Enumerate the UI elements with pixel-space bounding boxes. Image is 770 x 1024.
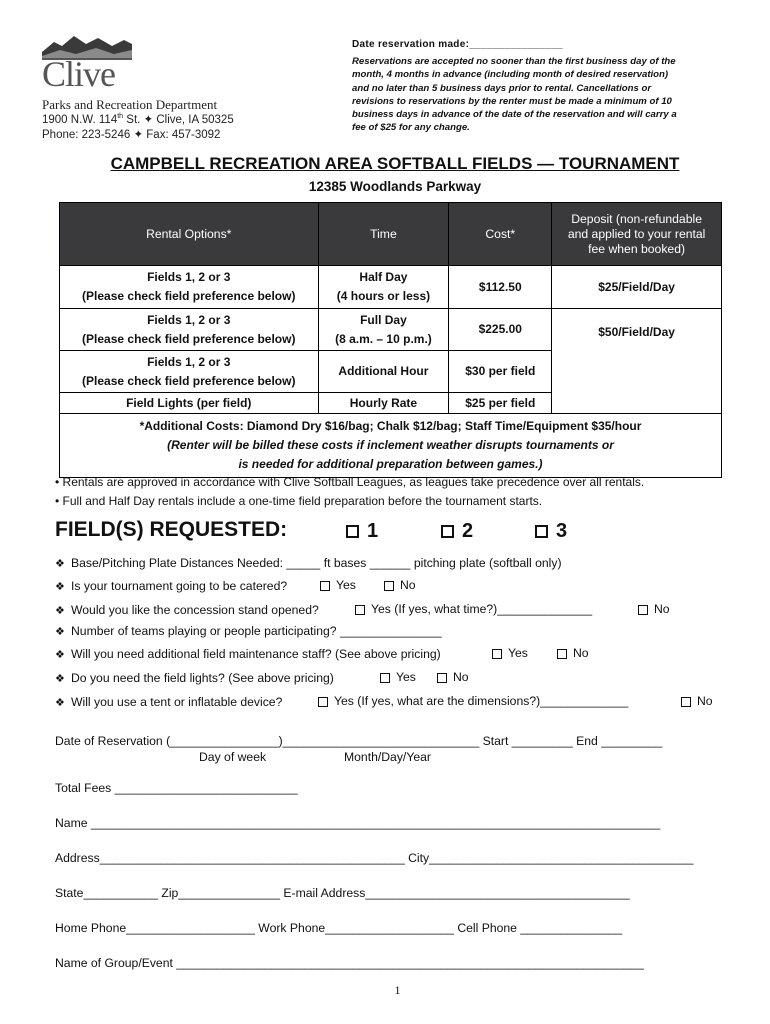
field-2-option[interactable]: 2	[441, 520, 473, 543]
diamond-bullet-icon: ❖	[55, 581, 65, 593]
diamond-bullet-icon: ❖	[55, 626, 65, 638]
name-field[interactable]: Name ____________________________________________________________________________________	[55, 816, 661, 830]
checkbox-icon[interactable]	[355, 605, 365, 615]
rental-rates-table	[59, 202, 722, 478]
field-3-option[interactable]: 3	[535, 520, 567, 543]
tent-no[interactable]: No	[681, 694, 713, 708]
checkbox-icon[interactable]	[318, 697, 328, 707]
total-fees-field[interactable]: Total Fees ___________________________	[55, 781, 298, 795]
row-cost: $112.50	[449, 266, 552, 309]
row-option: Fields 1, 2 or 3 (Please check field preference below)	[60, 309, 319, 351]
header-cost: Cost*	[449, 203, 552, 266]
group-name-field[interactable]: Name of Group/Event _____________________________________________________________________	[55, 956, 644, 970]
checkbox-icon[interactable]	[437, 673, 447, 683]
additional-note-1: (Renter will be billed these costs if inclement weather disrupts tournaments or	[167, 438, 614, 452]
phone-fields[interactable]: Home Phone___________________ Work Phone___________________ Cell Phone _______________	[55, 921, 622, 935]
header-time: Time	[318, 203, 449, 266]
table-header-row	[60, 203, 722, 266]
diamond-bullet-icon: ❖	[55, 605, 65, 617]
header-rental-options: Rental Options*	[60, 203, 319, 266]
question-lights: ❖ Do you need the field lights? (See above pricing)	[55, 671, 334, 685]
concession-no[interactable]: No	[638, 602, 670, 616]
row-option: Field Lights (per field)	[60, 393, 319, 414]
address-city-field[interactable]: Address_____________________________________________ City_______________________________________	[55, 851, 694, 865]
checkbox-icon[interactable]	[638, 605, 648, 615]
rental-notes	[55, 473, 644, 511]
catered-no[interactable]: No	[384, 578, 416, 592]
question-staff: ❖ Will you need additional field maintenance staff? (See above pricing)	[55, 647, 441, 661]
table-row	[60, 266, 722, 309]
checkbox-icon[interactable]	[320, 581, 330, 591]
checkbox-icon[interactable]	[681, 697, 691, 707]
row-deposit: $25/Field/Day	[552, 266, 722, 309]
table-row-additional-costs	[60, 414, 722, 478]
checkbox-icon[interactable]	[380, 673, 390, 683]
question-tent: ❖ Will you use a tent or inflatable device?	[55, 695, 283, 709]
staff-no[interactable]: No	[557, 646, 589, 660]
lights-yes[interactable]: Yes	[380, 670, 416, 684]
diamond-bullet-icon: ❖	[55, 697, 65, 709]
table-row	[60, 309, 722, 351]
day-of-week-label: Day of week	[199, 750, 267, 764]
checkbox-icon[interactable]	[346, 525, 359, 538]
department-phone: Phone: 223-5246 ✦ Fax: 457-3092	[42, 129, 221, 141]
checkbox-icon[interactable]	[557, 649, 567, 659]
page-number: 1	[394, 983, 401, 997]
department-name: Parks and Recreation Department	[42, 97, 218, 112]
row-time: Full Day (8 a.m. – 10 p.m.)	[318, 309, 449, 351]
list-item: • Rentals are approved in accordance with Clive Softball Leagues, as leagues take precedence over all rentals.	[55, 475, 645, 489]
row-deposit: $50/Field/Day	[552, 309, 722, 414]
month-day-year-label: Month/Day/Year	[344, 750, 431, 764]
checkbox-icon[interactable]	[384, 581, 394, 591]
staff-yes[interactable]: Yes	[492, 646, 528, 660]
fields-requested-heading: FIELD(S) REQUESTED:	[55, 518, 288, 541]
catered-yes[interactable]: Yes	[320, 578, 356, 592]
date-of-reservation-field[interactable]: Date of Reservation (________________)_____________________________ Start _________ End _________	[55, 734, 663, 748]
question-concession: ❖ Would you like the concession stand opened?	[55, 603, 319, 617]
checkbox-icon[interactable]	[535, 525, 548, 538]
additional-note-2: is needed for additional preparation between games.)	[238, 457, 543, 471]
question-distances[interactable]: ❖ Base/Pitching Plate Distances Needed: _____ ft bases ______ pitching plate (softball only)	[55, 556, 562, 570]
field-1-option[interactable]: 1	[346, 520, 378, 543]
state-zip-email-field[interactable]: State___________ Zip_______________ E-mail Address_______________________________________	[55, 886, 630, 900]
row-option: Fields 1, 2 or 3 (Please check field preference below)	[60, 266, 319, 309]
checkbox-icon[interactable]	[492, 649, 502, 659]
diamond-bullet-icon: ❖	[55, 558, 65, 570]
row-time: Additional Hour	[318, 351, 449, 393]
list-item: • Full and Half Day rentals include a one-time field preparation before the tournament starts.	[55, 494, 543, 508]
date-reservation-made[interactable]: Date reservation made:________________	[352, 39, 563, 50]
checkbox-icon[interactable]	[441, 525, 454, 538]
diamond-bullet-icon: ❖	[55, 673, 65, 685]
header-deposit: Deposit (non-refundable and applied to your rental fee when booked)	[552, 203, 722, 266]
row-time: Half Day (4 hours or less)	[318, 266, 449, 309]
page-title: CAMPBELL RECREATION AREA SOFTBALL FIELDS — TOURNAMENT	[110, 154, 680, 173]
additional-costs: *Additional Costs: Diamond Dry $16/bag; Chalk $12/bag; Staff Time/Equipment $35/hour	[139, 419, 642, 433]
question-teams[interactable]: ❖ Number of teams playing or people participating? _______________	[55, 624, 442, 638]
diamond-bullet-icon: ❖	[55, 649, 65, 661]
row-cost: $25 per field	[449, 393, 552, 414]
row-time: Hourly Rate	[318, 393, 449, 414]
concession-yes[interactable]: Yes (If yes, what time?)______________	[355, 602, 592, 616]
department-address: 1900 N.W. 114th St. ✦ Clive, IA 50325	[42, 113, 234, 126]
tent-yes[interactable]: Yes (If yes, what are the dimensions?)_____________	[318, 694, 628, 708]
reservation-policy: Reservations are accepted no sooner than the first business day of the month, 4 months in advance (including month of desired reservation) and no later than 5 business days prior to rental. Cancellations or revisions to reservations by the renter must be made a minimum of 10 business days in advance of the date of the reservation and will carry a fee of $25 for any change.	[352, 56, 677, 134]
question-catered: ❖ Is your tournament going to be catered?	[55, 579, 288, 593]
clive-logo-text: Clive	[42, 54, 115, 94]
row-option: Fields 1, 2 or 3 (Please check field preference below)	[60, 351, 319, 393]
lights-no[interactable]: No	[437, 670, 469, 684]
row-cost: $225.00	[449, 309, 552, 351]
row-cost: $30 per field	[449, 351, 552, 393]
page-subtitle: 12385 Woodlands Parkway	[308, 179, 482, 194]
